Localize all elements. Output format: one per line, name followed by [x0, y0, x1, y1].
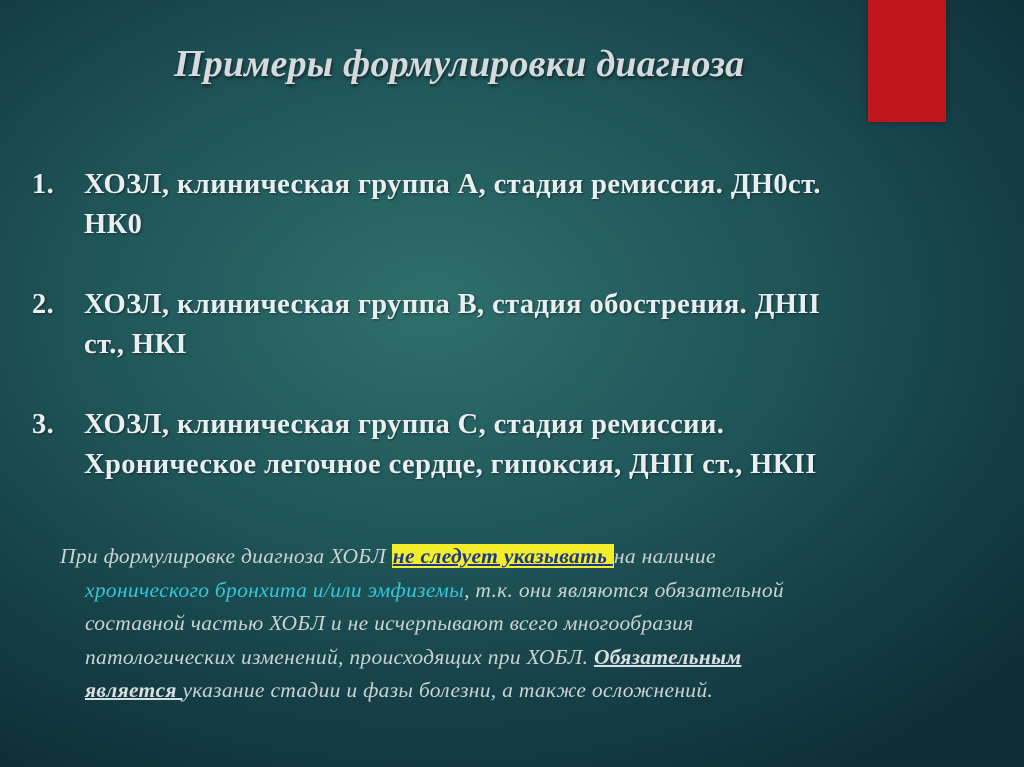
footnote-text: , т.к. они являются обязательной	[464, 577, 784, 602]
highlighted-text: не следует указывать	[392, 544, 613, 568]
footnote-line	[60, 641, 1000, 675]
footnote	[60, 540, 1000, 708]
item-line: ХОЗЛ, клиническая группа А, стадия ремиссия. ДН0ст.	[84, 169, 821, 200]
item-line: ХОЗЛ, клиническая группа С, стадия ремиссии.	[84, 409, 725, 440]
item-number: 3.	[32, 409, 55, 440]
footnote-text: При формулировке диагноза ХОБЛ	[60, 544, 392, 568]
footnote-line: составной частью ХОБЛ и не исчерпывают всего многообразия	[85, 611, 694, 635]
footnote-line	[60, 540, 1000, 574]
footnote-line	[60, 574, 1000, 608]
item-line: НК0	[84, 209, 143, 240]
footnote-text: патологических изменений, происходящих при ХОБЛ.	[85, 644, 594, 669]
item-line: ст., НКІ	[84, 329, 188, 360]
diagnosis-list	[32, 165, 982, 485]
footnote-text: на наличие	[613, 544, 716, 568]
emphasis-text: является	[85, 678, 183, 702]
red-accent-bar	[868, 0, 946, 122]
footnote-line	[60, 674, 1000, 708]
item-number: 2.	[32, 289, 55, 320]
list-item	[32, 165, 982, 245]
slide-title: Примеры формулировки диагноза	[174, 43, 745, 85]
footnote-text: указание стадии и фазы болезни, а также осложнений.	[182, 678, 714, 702]
list-item	[32, 405, 982, 485]
item-line: Хроническое легочное сердце, гипоксия, ДНІІ ст., НКІІ	[84, 449, 817, 480]
emphasis-text: Обязательным	[593, 644, 742, 669]
teal-text: хронического бронхита и/или эмфиземы	[85, 577, 465, 602]
list-item	[32, 285, 982, 365]
item-line: ХОЗЛ, клиническая группа В, стадия обострения. ДНІІ	[84, 289, 821, 320]
item-number: 1.	[32, 169, 55, 200]
